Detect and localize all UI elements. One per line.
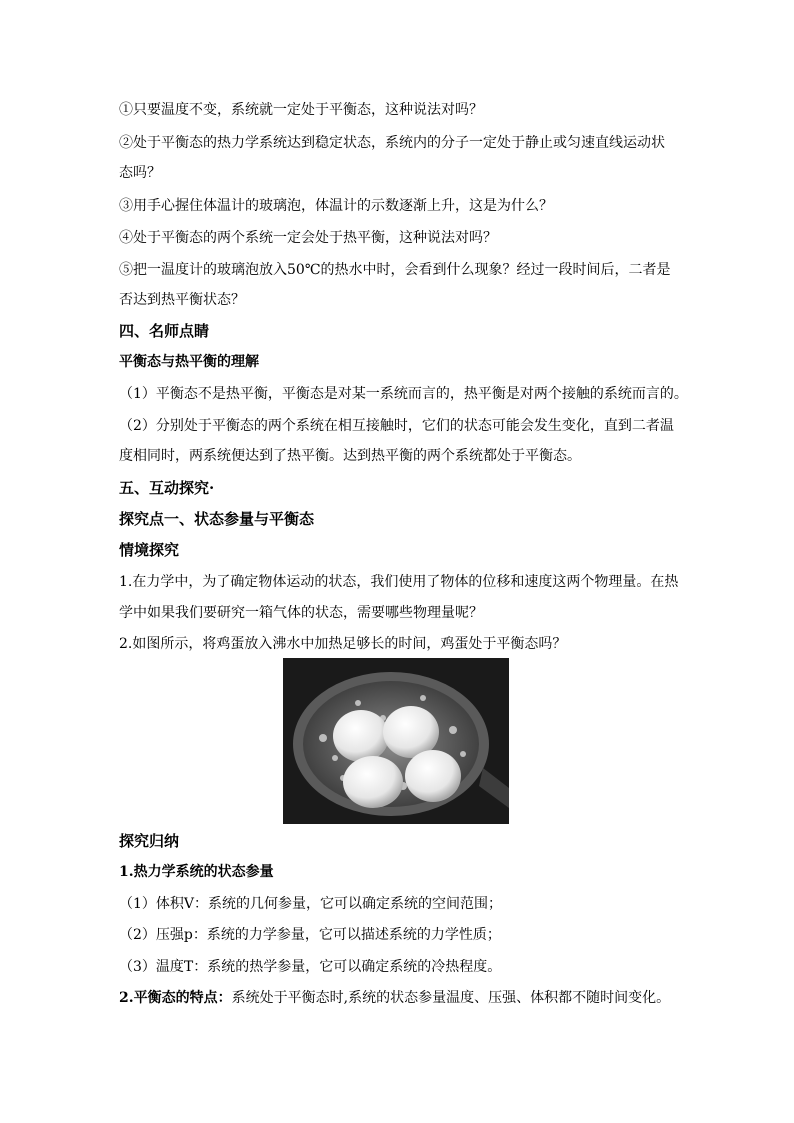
subheading-equilibrium: 平衡态与热平衡的理解 <box>119 354 259 370</box>
equilibrium-feature-label: 2.平衡态的特点： <box>119 990 232 1006</box>
summary-heading: 探究归纳 <box>119 832 180 850</box>
equilibrium-feature <box>119 988 670 1008</box>
boiling-eggs-image <box>283 658 509 824</box>
point-2: （2）分别处于平衡态的两个系统在相互接触时，它们的状态可能会发生变化，直到二者温 <box>119 418 674 434</box>
param-volume: （1）体积V：系统的几何参量，它可以确定系统的空间范围； <box>119 896 503 912</box>
scenario-heading: 情境探究 <box>119 541 180 559</box>
param-temperature: （3）温度T：系统的热学参量，它可以确定系统的冷热程度。 <box>119 959 502 975</box>
question-4: ④处于平衡态的两个系统一定会处于热平衡，这种说法对吗？ <box>119 230 497 246</box>
question-2-cont: 态吗？ <box>119 165 161 181</box>
param-pressure: （2）压强p：系统的力学参量，它可以描述系统的力学性质； <box>119 927 501 943</box>
point-2-cont: 度相同时，两系统便达到了热平衡。达到热平衡的两个系统都处于平衡态。 <box>119 448 581 464</box>
question-2: ②处于平衡态的热力学系统达到稳定状态，系统内的分子一定处于静止或匀速直线运动状 <box>119 135 665 151</box>
question-1: ①只要温度不变，系统就一定处于平衡态，这种说法对吗？ <box>119 102 483 118</box>
boiling-eggs-illustration <box>283 658 509 824</box>
question-3: ③用手心握住体温计的玻璃泡，体温计的示数逐渐上升，这是为什么？ <box>119 198 553 214</box>
scenario-2: 2.如图所示，将鸡蛋放入沸水中加热足够长的时间，鸡蛋处于平衡态吗？ <box>119 636 567 652</box>
scenario-1-cont: 学中如果我们要研究一箱气体的状态，需要哪些物理量呢？ <box>119 605 483 621</box>
section-heading-5: 五、互动探究· <box>119 479 215 497</box>
scenario-1: 1.在力学中，为了确定物体运动的状态，我们使用了物体的位移和速度这两个物理量。在热 <box>119 574 679 590</box>
explore-point-1: 探究点一、状态参量与平衡态 <box>119 510 315 528</box>
question-5: ⑤把一温度计的玻璃泡放入50℃的热水中时，会看到什么现象？经过一段时间后，二者是 <box>119 262 671 278</box>
equilibrium-feature-text: 系统处于平衡态时,系统的状态参量温度、压强、体积都不随时间变化。 <box>231 990 671 1006</box>
point-1: （1）平衡态不是热平衡，平衡态是对某一系统而言的，热平衡是对两个接触的系统而言的。 <box>119 386 688 402</box>
section-heading-4: 四、名师点睛 <box>119 322 210 340</box>
state-params-heading: 1.热力学系统的状态参量 <box>119 864 274 880</box>
question-5-cont: 否达到热平衡状态？ <box>119 292 245 308</box>
